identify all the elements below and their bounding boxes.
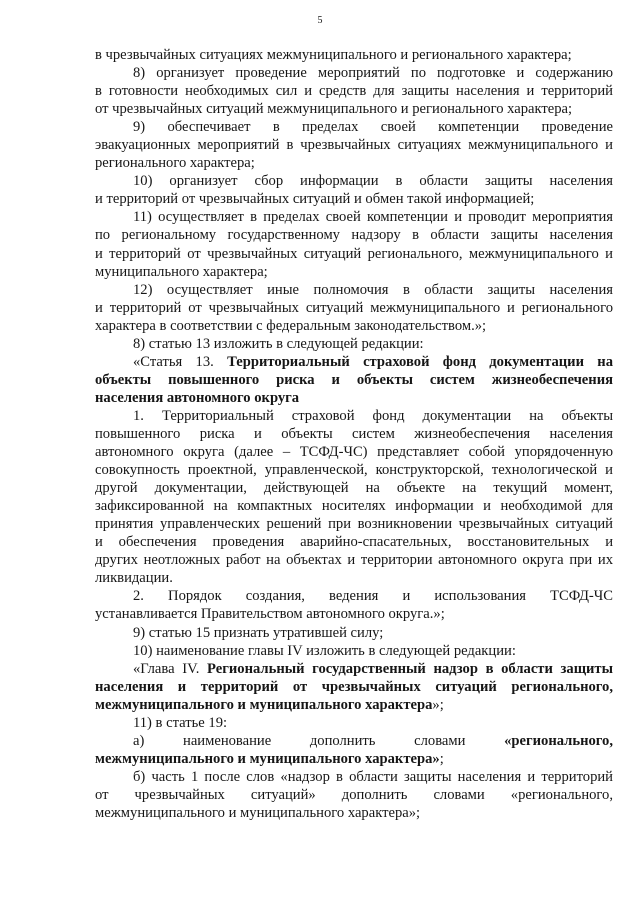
bold-text-segment: «регионального, (504, 732, 613, 749)
text-segment: б) часть 1 после слов «надзор в области защиты населения и территорий (133, 768, 613, 785)
text-line (95, 533, 613, 551)
text-line (95, 407, 613, 425)
paragraph (95, 335, 613, 353)
text-line (95, 587, 613, 605)
text-line (95, 281, 613, 299)
text-line (95, 299, 613, 317)
paragraph (95, 660, 613, 714)
text-line (95, 172, 613, 190)
text-segment: муниципального характера; (95, 263, 268, 280)
text-line (95, 804, 613, 822)
paragraph (95, 642, 613, 660)
text-segment: по региональному государственному надзору в области защиты населения (95, 227, 613, 244)
bold-text-segment: объекты повышенного риска и объекты систем жизнеобеспечения (95, 371, 613, 388)
text-segment: от чрезвычайных ситуаций» дополнить словами «регионального, (95, 786, 613, 803)
paragraph (95, 281, 613, 335)
text-segment: 11) в статье 19: (133, 714, 228, 731)
text-segment: эвакуационных мероприятий в чрезвычайных ситуациях межмуниципального и (95, 137, 613, 154)
text-line (95, 389, 613, 407)
document-body (95, 46, 613, 822)
text-segment: зафиксированной на компактных носителях информации и необходимой для (95, 498, 613, 515)
text-segment: в чрезвычайных ситуациях межмуниципального и регионального характера; (95, 47, 572, 63)
text-line (95, 46, 613, 64)
text-line (95, 479, 613, 497)
text-line (95, 750, 613, 768)
text-line (95, 678, 613, 696)
text-segment: 10) наименование главы IV изложить в следующей редакции: (133, 642, 516, 659)
text-line (95, 515, 613, 533)
text-line (95, 154, 613, 172)
text-segment: »; (432, 696, 444, 713)
text-segment: от чрезвычайных ситуаций межмуниципального и регионального характера; (95, 101, 573, 118)
text-segment: 1. Территориальный страховой фонд документации на объекты (133, 407, 613, 424)
text-segment: характера в соответствии с федеральным законодательством.»; (95, 317, 487, 334)
text-line (95, 660, 613, 678)
paragraph (95, 118, 613, 172)
text-segment: 8) организует проведение мероприятий по подготовке и содержанию (133, 65, 613, 82)
paragraph (95, 353, 613, 407)
text-segment: других неотложных работ на объектах и территории автономного округа при их (95, 552, 613, 569)
text-segment: межмуниципального и муниципального характера»; (95, 804, 421, 821)
paragraph (95, 407, 613, 587)
text-segment: «Глава IV. (133, 660, 208, 677)
text-segment: устанавливается Правительством автономного округа.»; (95, 606, 445, 623)
text-line (95, 461, 613, 479)
paragraph (95, 714, 613, 732)
text-line (95, 605, 613, 623)
text-segment: 8) статью 13 изложить в следующей редакции: (133, 335, 424, 352)
text-line (95, 642, 613, 660)
text-line (95, 190, 613, 208)
text-line (95, 768, 613, 786)
paragraph (95, 732, 613, 768)
text-line (95, 551, 613, 569)
text-segment: и обеспечения проведения аварийно-спасательных, восстановительных и (95, 534, 613, 551)
text-segment: в готовности необходимых сил и средств для защиты населения и территорий (95, 83, 613, 100)
paragraph (95, 172, 613, 208)
page-number: 5 (317, 15, 323, 26)
bold-text-segment: межмуниципального и муниципального характера (95, 696, 433, 713)
text-line (95, 353, 613, 371)
text-segment: повышенного риска и объекты систем жизнеобеспечения населения (95, 425, 613, 442)
text-line (95, 732, 613, 750)
text-segment: ликвидации. (95, 570, 173, 587)
text-segment: 9) обеспечивает в пределах своей компетенции проведение (133, 119, 613, 136)
text-line (95, 100, 613, 118)
text-line (95, 82, 613, 100)
text-segment: другой документации, действующей на объекте на текущий момент, (95, 480, 613, 497)
text-segment: совокупность проектной, управленческой, конструкторской, технологической и (95, 462, 613, 479)
text-line (95, 624, 613, 642)
text-line (95, 371, 613, 389)
text-line (95, 208, 613, 226)
text-line (95, 569, 613, 587)
text-line (95, 64, 613, 82)
text-line (95, 245, 613, 263)
text-line (95, 696, 613, 714)
text-segment: принятия управленческих решений при возникновении чрезвычайных ситуаций (95, 516, 613, 533)
bold-text-segment: Территориальный страховой фонд документации на (227, 353, 614, 370)
text-line (95, 136, 613, 154)
text-segment: автономного округа (далее – ТСФД-ЧС) представляет собой упорядоченную (95, 444, 613, 461)
continued-paragraph (95, 46, 613, 64)
text-segment: регионального характера; (95, 155, 255, 172)
text-segment: ; (439, 750, 444, 767)
text-line (95, 335, 613, 353)
text-segment: и территорий от чрезвычайных ситуаций межмуниципального и регионального (95, 299, 613, 316)
bold-text-segment: Региональный государственный надзор в области защиты (207, 660, 613, 677)
text-line (95, 226, 613, 244)
text-segment: 10) организует сбор информации в области защиты населения (133, 173, 613, 190)
text-segment: а) наименование дополнить словами (133, 732, 505, 749)
text-line (95, 263, 613, 281)
bold-text-segment: населения автономного округа (95, 389, 300, 406)
text-segment: 9) статью 15 признать утратившей силу; (133, 624, 384, 641)
text-line (95, 714, 613, 732)
text-segment: 12) осуществляет иные полномочия в области защиты населения (133, 281, 613, 298)
paragraph (95, 587, 613, 623)
text-line (95, 425, 613, 443)
text-line (95, 786, 613, 804)
text-segment: и территорий от чрезвычайных ситуаций и обмен такой информацией; (95, 191, 535, 208)
text-line (95, 443, 613, 461)
text-segment: и территорий от чрезвычайных ситуаций регионального, межмуниципального и (95, 245, 613, 262)
paragraph (95, 64, 613, 118)
text-segment: 2. Порядок создания, ведения и использования ТСФД-ЧС (133, 588, 613, 605)
text-line (95, 497, 613, 515)
text-segment: «Статья 13. (133, 353, 228, 370)
text-line (95, 317, 613, 335)
text-segment: 11) осуществляет в пределах своей компетенции и проводит мероприятия (133, 209, 613, 226)
bold-text-segment: населения и территорий от чрезвычайных ситуаций регионального, (95, 678, 613, 695)
paragraph (95, 768, 613, 822)
bold-text-segment: межмуниципального и муниципального характера» (95, 750, 440, 767)
paragraph-list (95, 64, 613, 822)
paragraph (95, 624, 613, 642)
text-line (95, 118, 613, 136)
paragraph (95, 208, 613, 280)
